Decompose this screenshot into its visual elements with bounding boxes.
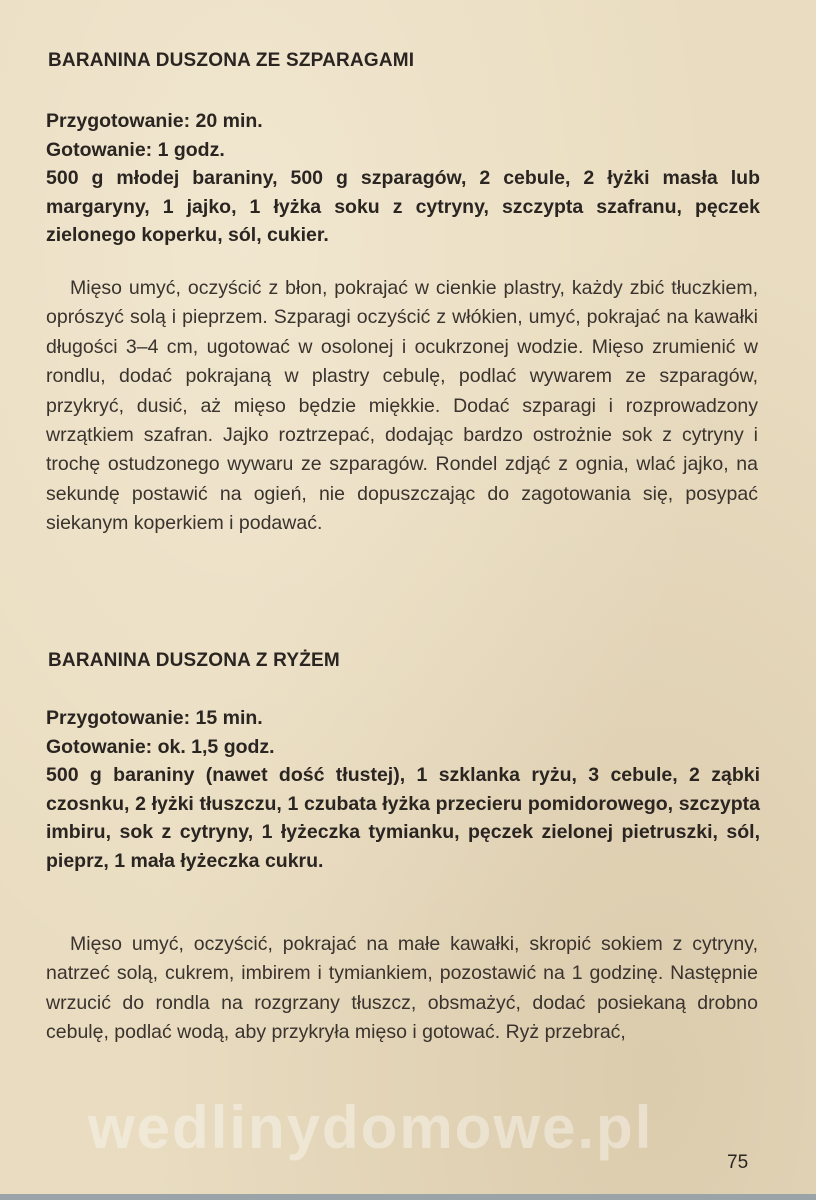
site-watermark: wedlinydomowe.pl bbox=[88, 1094, 654, 1161]
cook-time: Gotowanie: ok. 1,5 godz. bbox=[46, 735, 275, 758]
page-number: 75 bbox=[727, 1152, 749, 1173]
recipe-title: BARANINA DUSZONA ZE SZPARAGAMI bbox=[48, 50, 415, 71]
ingredients-list: 500 g młodej baraniny, 500 g szparagów, 2 cebule, 2 łyżki masła lub margaryny, 1 jajko, 1 łyżka soku z cytryny, szczypta szafranu, pęczek zielonego koperku, sól, cukier. bbox=[46, 167, 760, 247]
prep-time: Przygotowanie: 20 min. bbox=[46, 110, 263, 132]
recipe-meta bbox=[46, 704, 760, 876]
recipe-meta bbox=[46, 107, 760, 250]
recipe-title: BARANINA DUSZONA Z RYŻEM bbox=[48, 650, 340, 671]
recipe-method: Mięso umyć, oczyścić z błon, pokrajać w cienkie plastry, każdy zbić tłuczkiem, oprószyć solą i pieprzem. Szparagi oczyścić z włókien, umyć, pokrajać na kawałki długości 3–4 cm, ugotować w osolonej i ocukrzonej wodzie. Mięso zrumienić w rondlu, dodać pokrajaną w plastry cebulę, podlać wywarem ze szparagów, przykryć, dusić, aż mięso będzie miękkie. Dodać szparagi i rozprowadzony wrzątkiem szafran. Jajko roztrzepać, dodając bardzo ostrożnie sok z cytryny i trochę ostudzonego wywaru ze szparagów. Rondel zdjąć z ognia, wlać jajko, na sekundę postawić na ogień, nie dopuszczając do zagotowania się, posypać siekanym koperkiem i podawać. bbox=[46, 277, 758, 535]
page-bottom-edge bbox=[0, 1194, 816, 1200]
prep-time: Przygotowanie: 15 min. bbox=[46, 707, 263, 729]
recipe-method: Mięso umyć, oczyścić, pokrajać na małe kawałki, skropić sokiem z cytryny, natrzeć solą, cukrem, imbirem i tymiankiem, pozostawić na 1 godzinę. Następnie wrzucić do rondla na rozgrzany tłuszcz, obsmażyć, dodać posiekaną drobno cebulę, podlać wodą, aby przykryła mięso i gotować. Ryż przebrać, bbox=[46, 933, 758, 1044]
ingredients-list: 500 g baraniny (nawet dość tłustej), 1 szklanka ryżu, 3 cebule, 2 ząbki czosnku, 2 łyżki tłuszczu, 1 czubata łyżka przecieru pomidorowego, szczypta imbiru, sok z cytryny, 1 łyżeczka tymianku, pęczek zielonej pietruszki, sól, pieprz, 1 mała łyżeczka cukru. bbox=[46, 764, 760, 872]
cook-time: Gotowanie: 1 godz. bbox=[46, 138, 225, 161]
